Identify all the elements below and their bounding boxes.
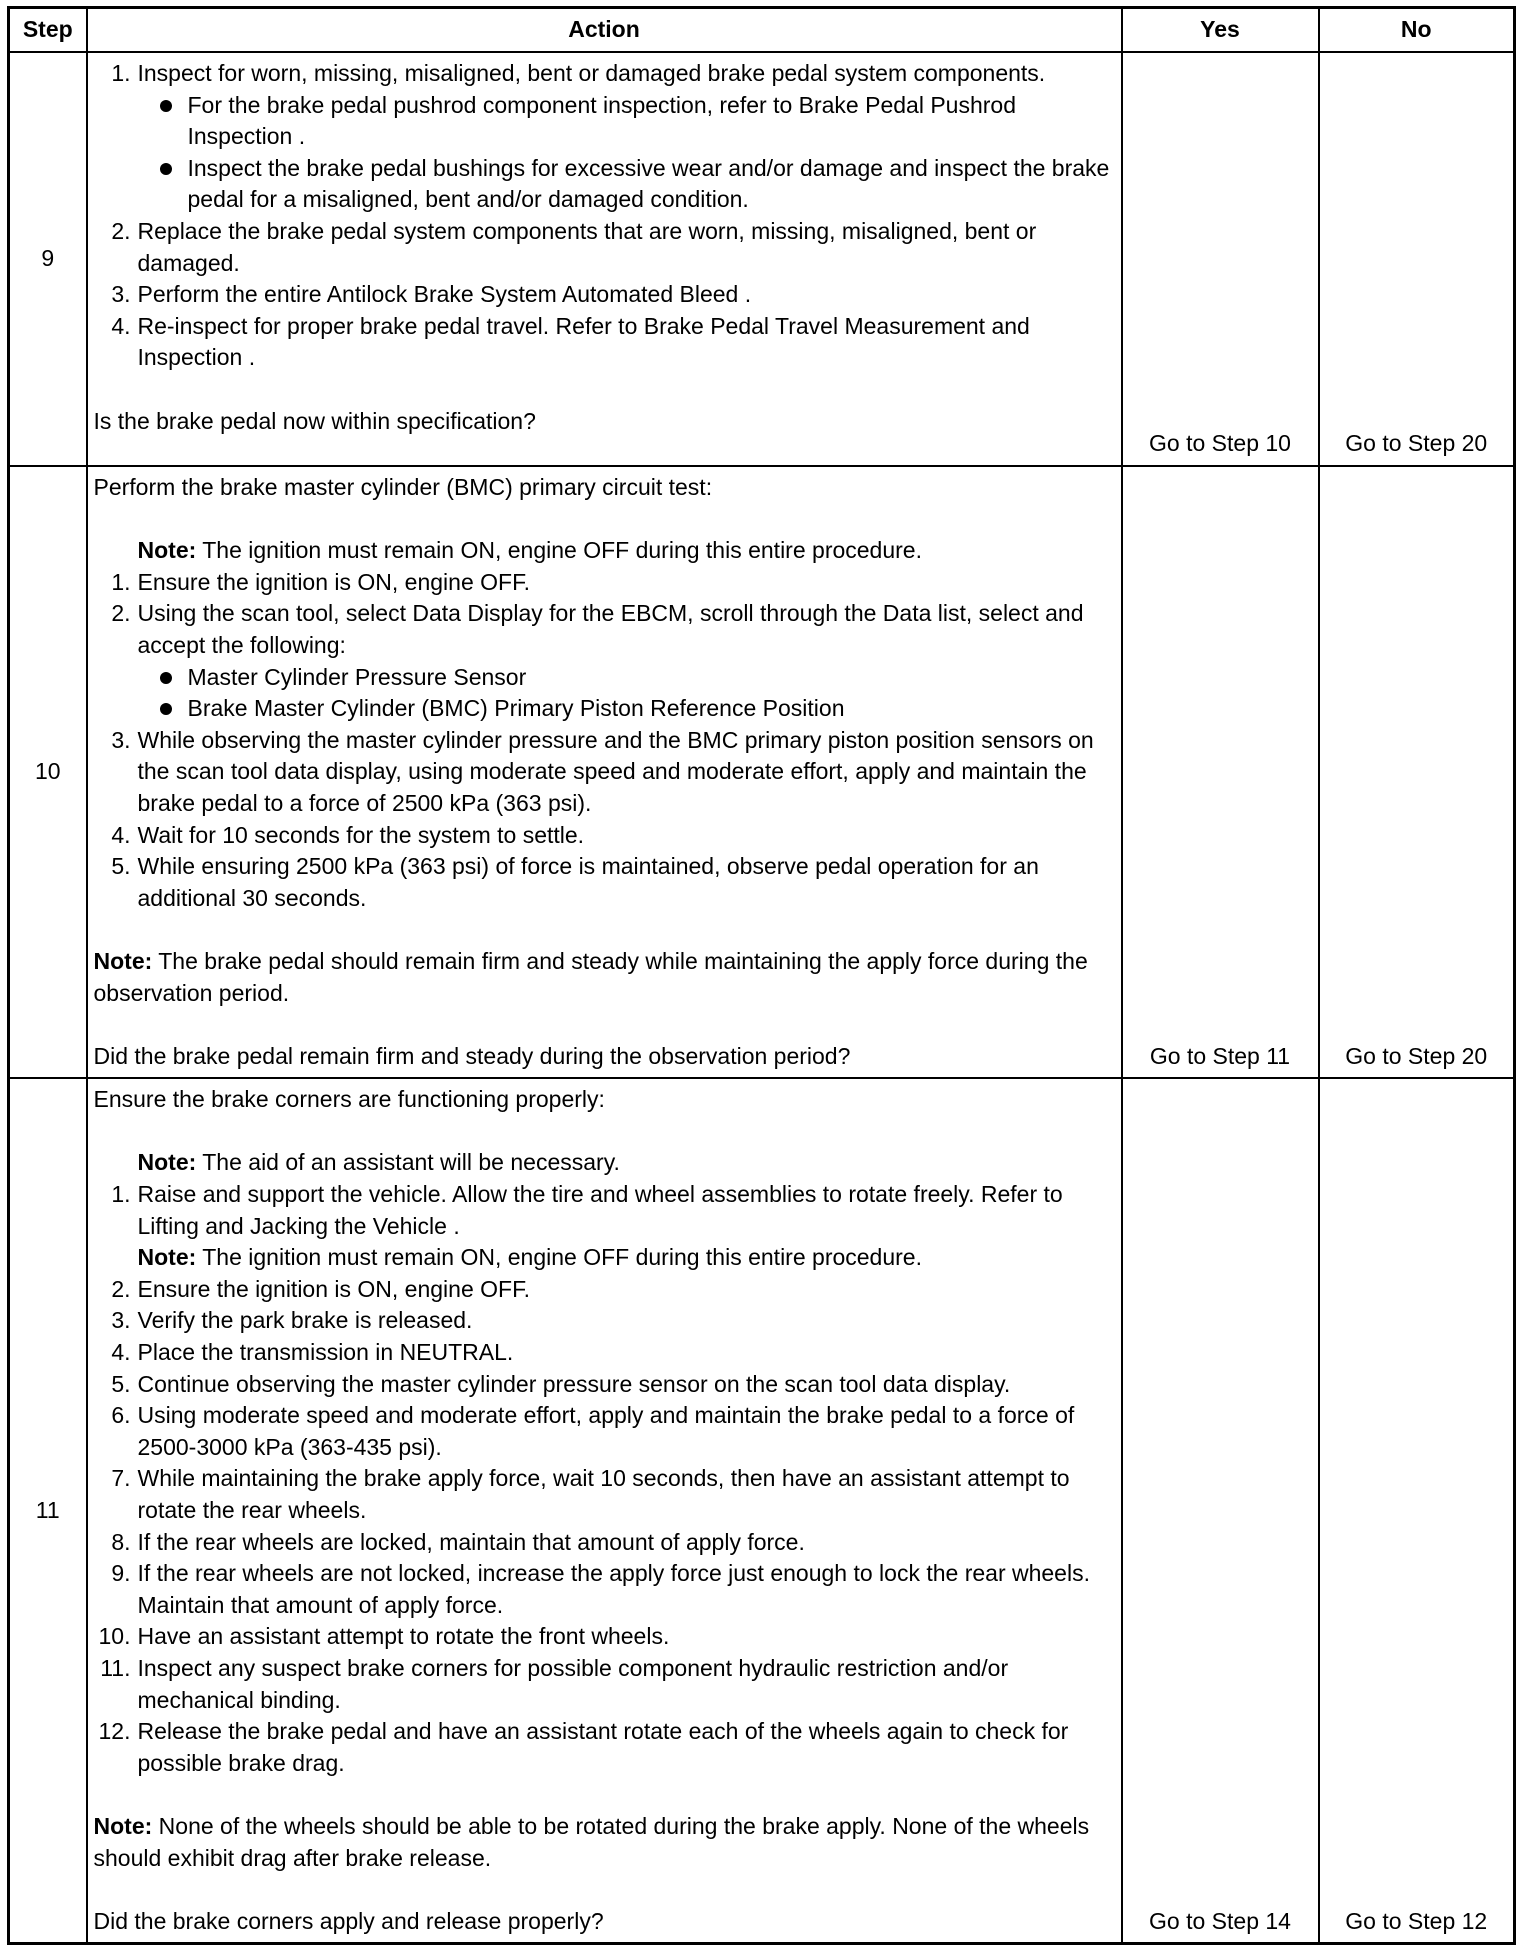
- step-index: 5.: [111, 1370, 131, 1397]
- step-text: Using moderate speed and moderate effort, apply and maintain the brake pedal to a force of 2500-3000 kPa (363-435 psi).: [137, 1402, 1075, 1460]
- bullet-item: [94, 693, 1117, 725]
- action-text: Is the brake pedal now within specification?: [93, 407, 536, 434]
- numbered-step: [94, 1337, 1117, 1369]
- spacer: [94, 1874, 1117, 1906]
- numbered-step: [94, 1558, 1117, 1621]
- step-text: If the rear wheels are locked, maintain that amount of apply force.: [137, 1528, 805, 1555]
- action-cell: [87, 52, 1122, 466]
- numbered-step: [94, 1305, 1117, 1337]
- numbered-step: [94, 58, 1117, 90]
- step-text: Release the brake pedal and have an assistant rotate each of the wheels again to check for possible brake drag.: [137, 1718, 1069, 1776]
- action-cell: [87, 1078, 1122, 1944]
- step-index: 6.: [111, 1402, 131, 1429]
- step-text: Place the transmission in NEUTRAL.: [137, 1339, 514, 1366]
- step-index: 9.: [111, 1560, 131, 1587]
- note: [94, 1811, 1117, 1874]
- header-yes: Yes: [1122, 8, 1319, 53]
- step-index: 3.: [111, 726, 131, 753]
- note-text: None of the wheels should be able to be rotated during the brake apply. None of the wheels should exhibit drag after brake release.: [93, 1812, 1090, 1871]
- note: [94, 535, 1117, 567]
- step-index: 2.: [111, 600, 131, 627]
- step-index: 11.: [100, 1654, 131, 1681]
- step-text: Verify the park brake is released.: [137, 1307, 473, 1334]
- bullet-item: [94, 662, 1117, 694]
- step-index: 3.: [111, 281, 131, 308]
- step-index: 1.: [111, 568, 131, 595]
- step-index: 3.: [111, 1307, 131, 1334]
- step-index: 2.: [111, 1275, 131, 1302]
- step-text: Raise and support the vehicle. Allow the tire and wheel assemblies to rotate freely. Refer to Lifting and Jacking the Vehicle .: [137, 1181, 1063, 1239]
- spacer: [94, 1116, 1117, 1148]
- note-text: The aid of an assistant will be necessary.: [196, 1149, 620, 1176]
- numbered-step: [94, 1463, 1117, 1526]
- note-label: Note:: [93, 1812, 153, 1839]
- table-row: [9, 466, 1515, 1078]
- numbered-step: [94, 851, 1117, 914]
- action-cell: [87, 466, 1122, 1078]
- step-text: Using the scan tool, select Data Display for the EBCM, scroll through the Data list, select and accept the following:: [137, 600, 1084, 658]
- yes-result: Go to Step 10: [1122, 52, 1319, 466]
- step-index: 4.: [111, 312, 131, 339]
- step-text: If the rear wheels are not locked, increase the apply force just enough to lock the rear wheels. Maintain that amount of apply force.: [137, 1560, 1090, 1618]
- note: [94, 1242, 1117, 1274]
- step-text: Continue observing the master cylinder pressure sensor on the scan tool data display.: [137, 1370, 1011, 1397]
- step-text: Replace the brake pedal system components that are worn, missing, misaligned, bent or damaged.: [137, 217, 1037, 276]
- no-result: Go to Step 20: [1319, 466, 1515, 1078]
- step-index: 1.: [111, 60, 131, 86]
- spacer: [94, 1779, 1117, 1811]
- step-text: While observing the master cylinder pressure and the BMC primary piston position sensors on the scan tool data display, using moderate speed and moderate effort, apply and maintain the brake pedal to a force of 2500 kPa (363 psi).: [137, 726, 1094, 816]
- numbered-step: [94, 1369, 1117, 1401]
- numbered-step: [94, 1716, 1117, 1779]
- numbered-step: [94, 567, 1117, 599]
- step-text: Perform the entire Antilock Brake System Automated Bleed .: [137, 281, 752, 308]
- note-label: Note:: [137, 1244, 197, 1271]
- header-row: [9, 8, 1515, 53]
- numbered-step: [94, 725, 1117, 820]
- step-text: Inspect any suspect brake corners for possible component hydraulic restriction and/or mechanical binding.: [137, 1654, 1009, 1713]
- header-no: No: [1319, 8, 1515, 53]
- spacer: [94, 914, 1117, 946]
- step-index: 2.: [111, 217, 131, 244]
- step-text: Re-inspect for proper brake pedal travel. Refer to Brake Pedal Travel Measurement and Inspection .: [137, 312, 1030, 371]
- step-number: 9: [9, 52, 87, 466]
- step-index: 7.: [111, 1465, 131, 1492]
- step-text: Ensure the ignition is ON, engine OFF.: [137, 568, 530, 595]
- numbered-step: [94, 1621, 1117, 1653]
- bullet-icon: [160, 703, 172, 715]
- step-text: While maintaining the brake apply force, wait 10 seconds, then have an assistant attempt to rotate the rear wheels.: [137, 1465, 1070, 1523]
- numbered-step: [94, 279, 1117, 311]
- numbered-step: [94, 1179, 1117, 1242]
- spacer: [94, 374, 1117, 406]
- step-index: 4.: [111, 821, 131, 848]
- step-number: 11: [9, 1078, 87, 1944]
- action-text: Perform the brake master cylinder (BMC) primary circuit test:: [93, 474, 713, 500]
- bullet-text: For the brake pedal pushrod component inspection, refer to Brake Pedal Pushrod Inspection .: [187, 91, 1016, 150]
- step-number: 10: [9, 466, 87, 1078]
- step-index: 10.: [98, 1623, 131, 1650]
- numbered-step: [94, 1653, 1117, 1716]
- bullet-icon: [160, 100, 172, 112]
- no-result: Go to Step 12: [1319, 1078, 1515, 1944]
- step-text: Wait for 10 seconds for the system to settle.: [137, 821, 585, 848]
- bullet-text: Inspect the brake pedal bushings for excessive wear and/or damage and inspect the brake pedal for a misaligned, bent and/or damaged condition.: [187, 154, 1110, 213]
- step-index: 4.: [111, 1339, 131, 1366]
- note-text: The brake pedal should remain firm and steady while maintaining the apply force during the observation period.: [93, 947, 1088, 1006]
- note-text: The ignition must remain ON, engine OFF during this entire procedure.: [196, 537, 922, 564]
- note-label: Note:: [93, 947, 153, 974]
- step-index: 12.: [98, 1718, 131, 1745]
- numbered-step: [94, 1274, 1117, 1306]
- numbered-step: [94, 820, 1117, 852]
- no-result: Go to Step 20: [1319, 52, 1515, 466]
- numbered-step: [94, 1400, 1117, 1463]
- table-row: [9, 1078, 1515, 1944]
- bullet-text: Brake Master Cylinder (BMC) Primary Piston Reference Position: [187, 695, 845, 722]
- note-text: The ignition must remain ON, engine OFF during this entire procedure.: [196, 1244, 922, 1271]
- step-index: 1.: [111, 1181, 131, 1208]
- spacer: [94, 1009, 1117, 1041]
- yes-result: Go to Step 14: [1122, 1078, 1319, 1944]
- header-action: Action: [87, 8, 1122, 53]
- numbered-step: [94, 1527, 1117, 1559]
- bullet-item: [94, 153, 1117, 216]
- spacer: [94, 504, 1117, 536]
- step-index: 8.: [111, 1528, 131, 1555]
- note-label: Note:: [137, 1149, 197, 1176]
- action-text: Did the brake pedal remain firm and steady during the observation period?: [93, 1042, 851, 1069]
- numbered-step: [94, 216, 1117, 279]
- bullet-icon: [160, 672, 172, 684]
- step-text: While ensuring 2500 kPa (363 psi) of force is maintained, observe pedal operation for an additional 30 seconds.: [137, 853, 1039, 911]
- yes-result: Go to Step 11: [1122, 466, 1319, 1078]
- table-row: [9, 52, 1515, 466]
- bullet-text: Master Cylinder Pressure Sensor: [187, 663, 527, 690]
- header-step: Step: [9, 8, 87, 53]
- note-label: Note:: [137, 537, 197, 564]
- bullet-item: [94, 90, 1117, 153]
- step-text: Ensure the ignition is ON, engine OFF.: [137, 1275, 530, 1302]
- action-text: Ensure the brake corners are functioning properly:: [93, 1086, 605, 1113]
- bullet-icon: [160, 163, 172, 175]
- note: [94, 1147, 1117, 1179]
- numbered-step: [94, 311, 1117, 374]
- diagnostic-table: [7, 6, 1516, 1945]
- note: [94, 946, 1117, 1009]
- action-text: Did the brake corners apply and release properly?: [93, 1907, 604, 1934]
- numbered-step: [94, 598, 1117, 661]
- step-index: 5.: [111, 853, 131, 880]
- step-text: Inspect for worn, missing, misaligned, bent or damaged brake pedal system components.: [137, 60, 1046, 86]
- step-text: Have an assistant attempt to rotate the front wheels.: [137, 1623, 670, 1650]
